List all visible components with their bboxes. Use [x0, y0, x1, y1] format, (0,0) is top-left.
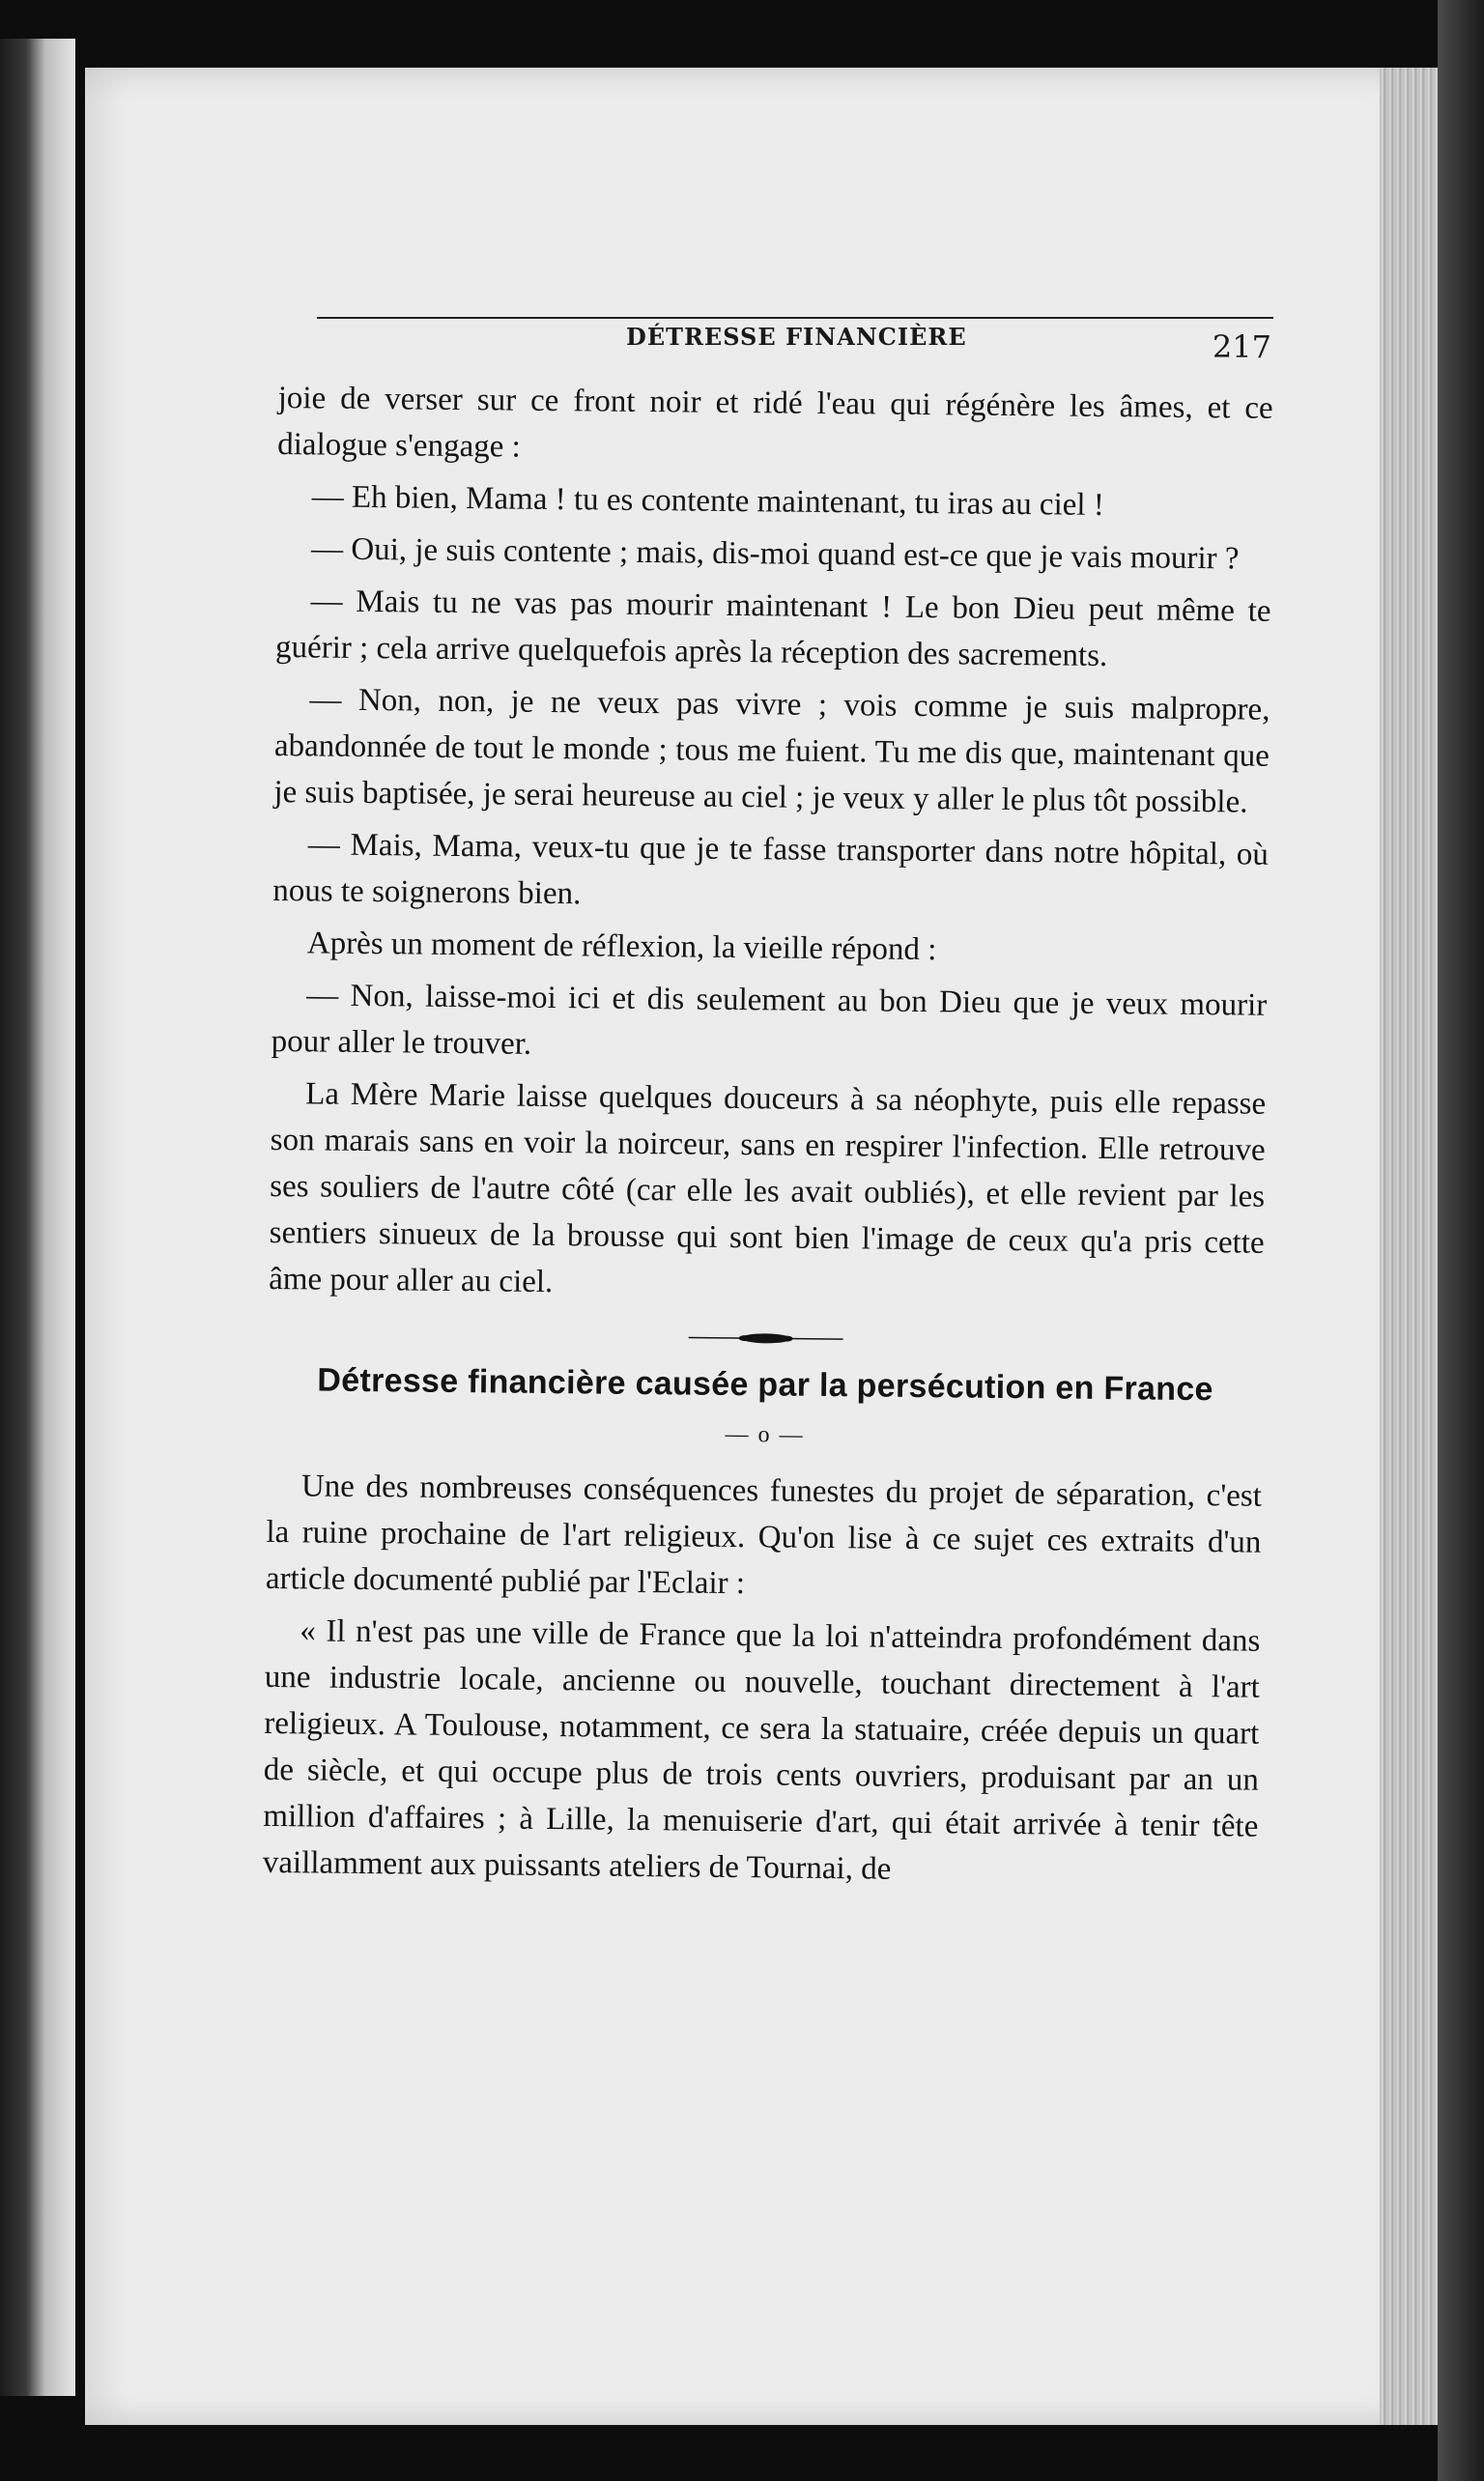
facing-page-edge: [0, 39, 75, 2396]
quoted-paragraph: « Il n'est pas une ville de France que la loi n'atteindra profondément dans une industrie locale, ancienne ou nouvelle, touchant directement à l'art religieux. A Toulouse, notamment, ce sera la statuaire, créée depuis un quart de siècle, et qui occupe plus de trois cents ouvriers, produisant par an un million d'affaires ; à Lille, la menuiserie d'art, qui était arrivée à tenir tête vaillamment aux puissants ateliers de Tournai, de: [262, 1613, 1261, 1887]
paragraph: — Eh bien, Mama ! tu es contente maintenant, tu iras au ciel !: [311, 479, 1104, 523]
paragraph: Une des nombreuses conséquences funestes du projet de séparation, c'est la ruine prochaine de l'art religieux. Qu'on lise à ce sujet ces extraits d'un article documenté publié par l'Eclair :: [265, 1469, 1263, 1602]
section-separator: — o —: [725, 1421, 805, 1448]
scan-right-border: [1438, 0, 1484, 2481]
page-body: [263, 375, 1273, 1902]
paragraph: La Mère Marie laisse quelques douceurs à sa néophyte, puis elle repasse son marais sans en voir la noirceur, sans en respirer l'infection. Elle retrouve ses souliers de l'autre côté (car elle les avait oubliés), et elle revient par les sentiers sinueux de la brousse qui sont bien l'image de ceux qu'a pris cette âme pour aller au ciel.: [269, 1076, 1267, 1300]
paragraph: — Mais, Mama, veux-tu que je te fasse transporter dans notre hôpital, où nous te soignerons bien.: [272, 827, 1270, 912]
paragraph: — Oui, je suis contente ; mais, dis-moi quand est-ce que je vais mourir ?: [310, 531, 1240, 577]
paragraph: joie de verser sur ce front noir et ridé l'eau qui régénère les âmes, et ce dialogue s'engage :: [277, 380, 1273, 465]
book-page: [85, 68, 1438, 2425]
page-number: 217: [1212, 328, 1271, 365]
running-head: DÉTRESSE FINANCIÈRE: [626, 323, 967, 351]
page-stack-edges: [1380, 68, 1438, 2425]
paragraph: — Non, laisse-moi ici et dis seulement au bon Dieu que je veux mourir pour aller le trouver.: [271, 978, 1268, 1062]
section-title: Détresse financière causée par la persécution en France: [317, 1361, 1213, 1409]
paragraph: Après un moment de réflexion, la vieille répond :: [306, 926, 937, 968]
paragraph: — Mais tu ne vas pas mourir maintenant ! Le bon Dieu peut même te guérir ; cela arrive quelquefois après la réception des sacrements.: [274, 584, 1271, 674]
ornament-divider: [688, 1328, 842, 1350]
paragraph: — Non, non, je ne veux pas vivre ; vois comme je suis malpropre, abandonnée de tout le monde ; tous me fuient. Tu me dis que, maintenant que je suis baptisée, je serai heureuse au ciel ; je veux y aller le plus tôt possible.: [273, 682, 1270, 820]
page-header: [317, 259, 1273, 365]
